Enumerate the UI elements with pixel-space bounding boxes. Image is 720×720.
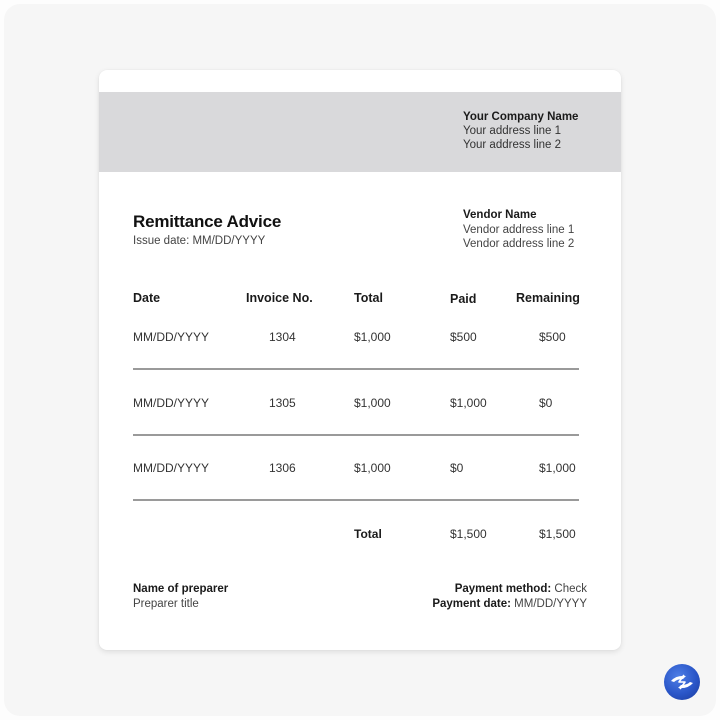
- row-3-total: $1,000: [354, 461, 391, 475]
- title-block: [133, 212, 281, 247]
- company-info: [463, 110, 578, 152]
- row-1-paid: $500: [450, 330, 477, 344]
- row-2-date: MM/DD/YYYY: [133, 396, 210, 410]
- row-divider: [133, 368, 579, 370]
- company-name: Your Company Name: [463, 111, 579, 123]
- payment-method-value: Check: [554, 583, 587, 595]
- row-divider: [133, 499, 579, 501]
- document-title: Remittance Advice: [133, 212, 282, 231]
- issue-date: Issue date: MM/DD/YYYY: [133, 235, 266, 247]
- row-3-paid: $0: [450, 461, 464, 475]
- vendor-address-line-2: Vendor address line 2: [463, 238, 575, 250]
- preparer-name: Name of preparer: [133, 583, 229, 595]
- totals-remaining: $1,500: [539, 527, 576, 541]
- row-3-date: MM/DD/YYYY: [133, 461, 210, 475]
- row-1-invoice-no: 1304: [269, 330, 296, 344]
- preparer-title: Preparer title: [133, 597, 199, 610]
- row-2-invoice-no: 1305: [269, 396, 296, 410]
- vendor-address-line-1: Vendor address line 1: [463, 223, 575, 236]
- row-2-paid: $1,000: [450, 396, 487, 410]
- row-1-remaining: $500: [539, 330, 566, 344]
- payment-info: [432, 582, 587, 611]
- row-1-date: MM/DD/YYYY: [133, 330, 210, 344]
- column-header-date: Date: [133, 291, 161, 305]
- lightning-bolt-circle-icon: [664, 664, 700, 700]
- remittance-advice-document: [99, 70, 621, 650]
- row-divider: [133, 434, 579, 436]
- company-address-line-1: Your address line 1: [463, 125, 562, 137]
- row-3-remaining: $1,000: [539, 461, 576, 475]
- column-header-invoice-no: Invoice No.: [246, 291, 313, 305]
- column-header-total: Total: [354, 291, 383, 305]
- column-header-paid: Paid: [450, 292, 477, 306]
- payment-method: [432, 582, 587, 597]
- totals-label: Total: [354, 527, 382, 541]
- vendor-name: Vendor Name: [463, 209, 537, 221]
- payment-method-label: Payment method:: [454, 583, 552, 595]
- row-2-remaining: $0: [539, 396, 553, 410]
- row-1-total: $1,000: [354, 330, 391, 344]
- column-header-remaining: Remaining: [516, 291, 580, 305]
- vendor-info: [463, 208, 574, 252]
- payment-date: [432, 597, 587, 612]
- company-address-line-2: Your address line 2: [463, 139, 562, 151]
- row-2-total: $1,000: [354, 396, 391, 410]
- header-band: [99, 92, 621, 172]
- preparer-info: [133, 582, 228, 611]
- totals-paid: $1,500: [450, 527, 487, 541]
- payment-date-value: MM/DD/YYYY: [514, 597, 587, 610]
- lightning-bolt-glyph-icon: [664, 664, 700, 700]
- payment-date-label: Payment date:: [432, 597, 511, 610]
- row-3-invoice-no: 1306: [269, 461, 296, 475]
